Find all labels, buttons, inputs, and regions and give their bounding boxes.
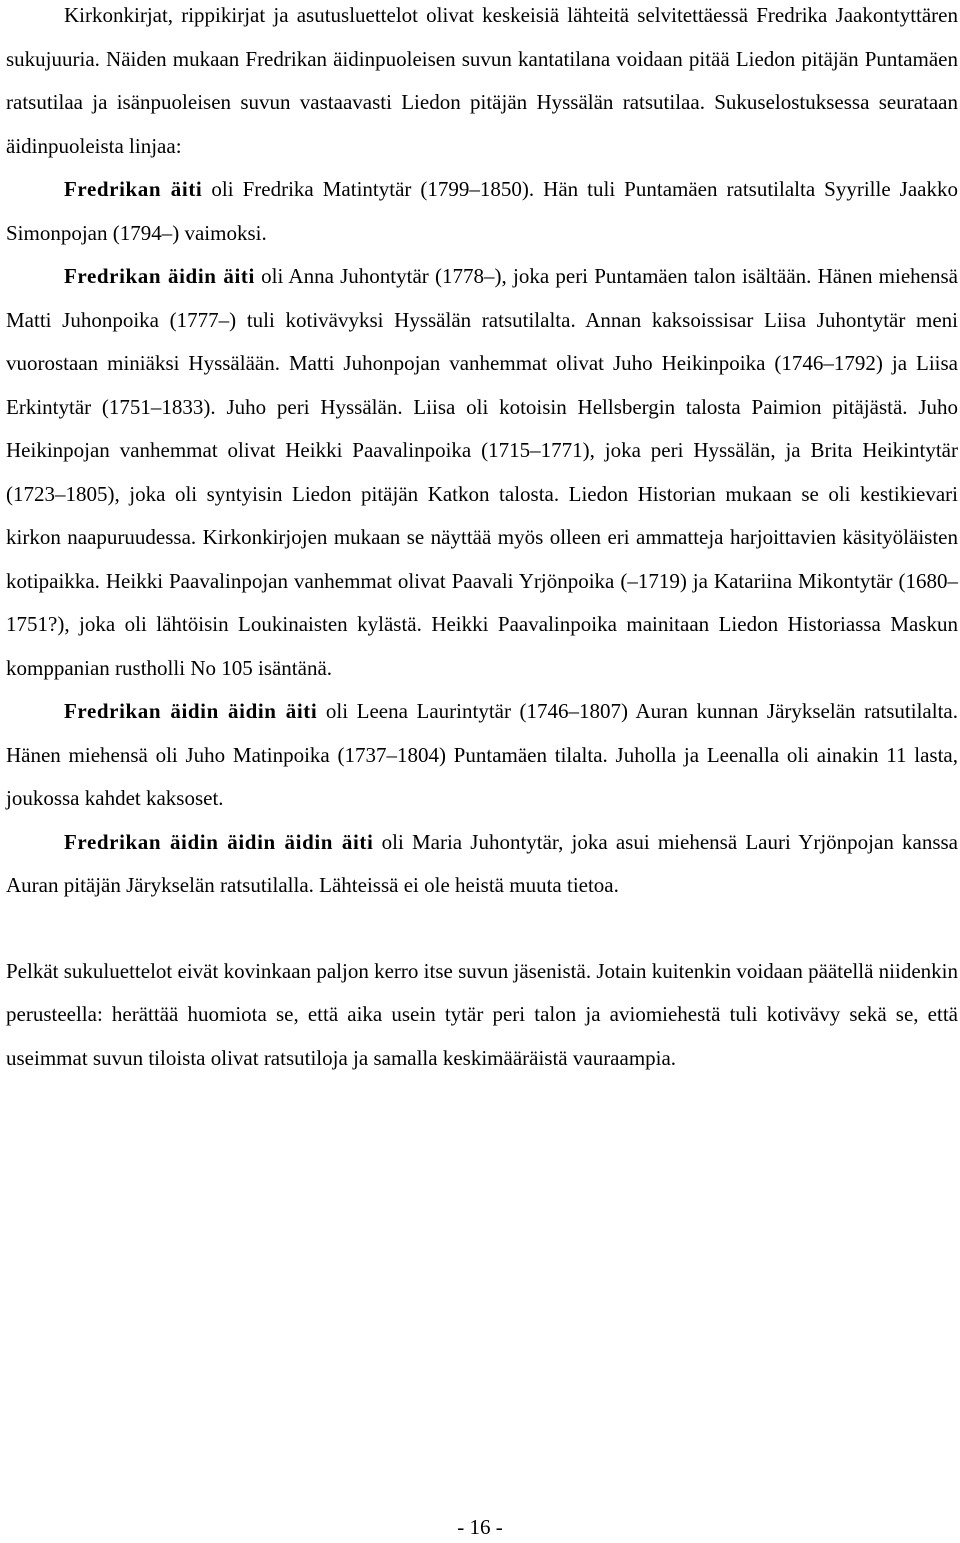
intro-paragraph	[6, 0, 958, 168]
mother-text: oli Fredrika Matintytär (1799–1850). Hän tuli Puntamäen ratsutilalta Syyrille Jaakko Simonpojan (1794–) vaimoksi.	[6, 177, 958, 245]
great-grandmother-text: oli Leena Laurintytär (1746–1807) Auran kunnan Järykselän ratsutilalta. Hänen miehensä oli Juho Matinpoika (1737–1804) Puntamäen tilalta. Juholla ja Leenalla oli ainakin 11 lasta, joukossa kahdet kaksoset.	[6, 699, 958, 810]
document-body	[6, 0, 958, 1080]
great-great-grandmother-label: Fredrikan äidin äidin äidin äiti	[64, 829, 374, 854]
page-number: - 16 -	[457, 1515, 503, 1539]
great-great-grandmother-text: oli Maria Juhontytär, joka asui miehensä Lauri Yrjönpojan kanssa Auran pitäjän Järykselän ratsutilalla. Lähteissä ei ole heistä muuta tietoa.	[6, 829, 958, 897]
great-grandmother-label: Fredrikan äidin äidin äiti	[64, 699, 318, 723]
conclusion-text: Pelkät sukuluettelot eivät kovinkaan paljon kerro itse suvun jäsenistä. Jotain kuitenkin voidaan päätellä niidenkin perusteella: herättää huomiota se, että aika usein tytär peri talon ja aviomiehestä tuli kotivävy sekä se, että useimmat suvun tiloista olivat ratsutiloja ja samalla keskimääräistä vauraampia.	[6, 958, 958, 1070]
mother-label: Fredrikan äiti	[64, 177, 203, 201]
intro-text: Kirkonkirjat, rippikirjat ja asutusluettelot olivat keskeisiä lähteitä selvitettäessä Fredrika Jaakontyttären sukujuuria. Näiden mukaan Fredrikan äidinpuoleisen suvun kantatilana voidaan pitää Liedon pitäjän Puntamäen ratsutilaa ja isänpuoleisen suvun vastaavasti Liedon pitäjän Hyssälän ratsutilaa. Sukuselostuksessa seurataan äidinpuoleista linjaa:	[6, 3, 958, 158]
conclusion-paragraph	[6, 950, 958, 1081]
grandmother-text: oli Anna Juhontytär (1778–), joka peri Puntamäen talon isältään. Hänen miehensä Matti Juhonpoika (1777–) tuli kotivävyksi Hyssälän ratsutilalta. Annan kaksoissisar Liisa Juhontytär meni vuorostaan miniäksi Hyssälään. Matti Juhonpojan vanhemmat olivat Juho Heikinpoika (1746–1792) ja Liisa Erkintytär (1751–1833). Juho peri Hyssälän. Liisa oli kotoisin Hellsbergin talosta Paimion pitäjästä. Juho Heikinpojan vanhemmat olivat Heikki Paavalinpoika (1715–1771), joka peri Hyssälän, ja Brita Heikintytär (1723–1805), joka oli syntyisin Liedon pitäjän Katkon talosta. Liedon Historian mukaan se oli kestikievari kirkon naapuruudessa. Kirkonkirjojen mukaan se näyttää myös olleen eri ammatteja harjoittavien käsityöläisten kotipaikka. Heikki Paavalinpojan vanhemmat olivat Paavali Yrjönpoika (–1719) ja Katariina Mikontytär (1680–1751?), joka oli lähtöisin Loukinaisten kylästä. Heikki Paavalinpoika mainitaan Liedon Historiassa Maskun komppanian rustholli No 105 isäntänä.	[6, 264, 958, 680]
paragraph-spacer	[6, 908, 958, 950]
great-grandmother-paragraph	[6, 690, 958, 821]
mother-paragraph	[6, 168, 958, 255]
grandmother-paragraph	[6, 255, 958, 690]
grandmother-label: Fredrikan äidin äiti	[64, 264, 255, 288]
great-great-grandmother-paragraph	[6, 821, 958, 908]
